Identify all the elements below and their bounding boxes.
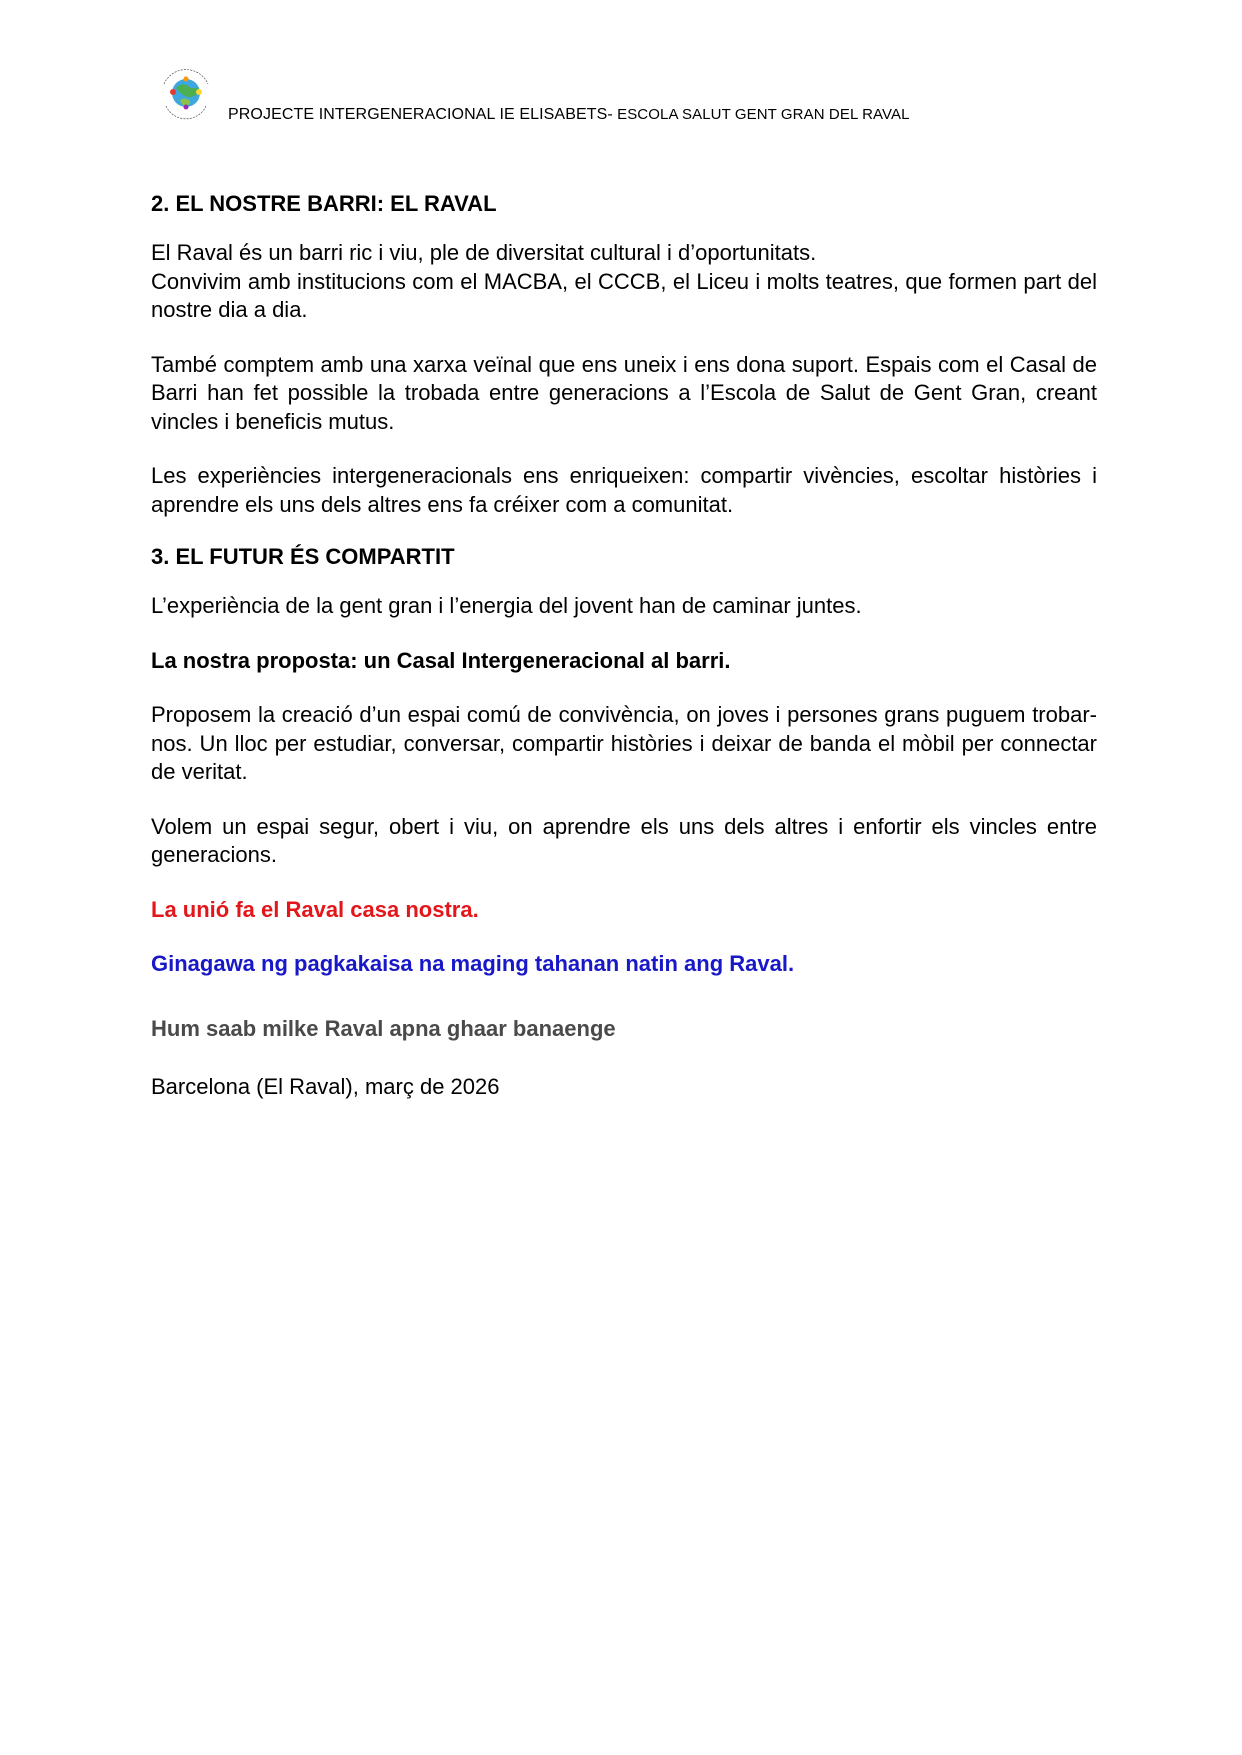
section-3-paragraph-1: L’experiència de la gent gran i l’energia del jovent han de caminar juntes. <box>151 593 862 618</box>
section-2-heading: 2. EL NOSTRE BARRI: EL RAVAL <box>151 191 497 216</box>
school-logo <box>156 62 216 122</box>
header-title <box>228 106 910 124</box>
section-2-paragraph-3: Les experiències intergeneracionals ens enriqueixen: compartir vivències, escoltar històries i aprendre els uns dels altres ens fa créixer com a comunitat. <box>151 463 1097 517</box>
header-title-main: PROJECTE INTERGENERACIONAL IE ELISABETS- <box>228 106 613 123</box>
motto-tagalog: Ginagawa ng pagkakaisa na maging tahanan natin ang Raval. <box>151 951 795 976</box>
document-body <box>151 190 1097 1128</box>
place-and-date: Barcelona (El Raval), març de 2026 <box>151 1074 500 1099</box>
section-2-paragraph-1-line-2: Convivim amb institucions com el MACBA, el CCCB, el Liceu i molts teatres, que formen part del nostre dia a dia. <box>151 268 1097 322</box>
motto-hindi: Hum saab milke Raval apna ghaar banaenge <box>151 1015 616 1041</box>
section-2-paragraph-2: També comptem amb una xarxa veïnal que ens uneix i ens dona suport. Espais com el Casal de Barri han fet possible la trobada entre generacions a l’Escola de Salut de Gent Gran, creant vincles i beneficis mutus. <box>151 351 1097 434</box>
proposal-statement: La nostra proposta: un Casal Intergeneracional al barri. <box>151 647 731 673</box>
header-title-sub: ESCOLA SALUT GENT GRAN DEL RAVAL <box>612 106 910 123</box>
section-3-paragraph-3: Volem un espai segur, obert i viu, on aprendre els uns dels altres i enfortir els vincles entre generacions. <box>151 813 1097 867</box>
section-3-heading: 3. EL FUTUR ÉS COMPARTIT <box>151 544 455 569</box>
page-header <box>156 62 1056 132</box>
section-2-paragraph-1 <box>151 239 1097 325</box>
section-3-paragraph-2: Proposem la creació d’un espai comú de convivència, on joves i persones grans puguem trobar-nos. Un lloc per estudiar, conversar, compartir històries i deixar de banda el mòbil per connectar de veritat. <box>151 702 1097 784</box>
motto-catalan: La unió fa el Raval casa nostra. <box>151 896 479 922</box>
section-2-paragraph-1-line-1: El Raval és un barri ric i viu, ple de diversitat cultural i d’oportunitats. <box>151 240 817 265</box>
